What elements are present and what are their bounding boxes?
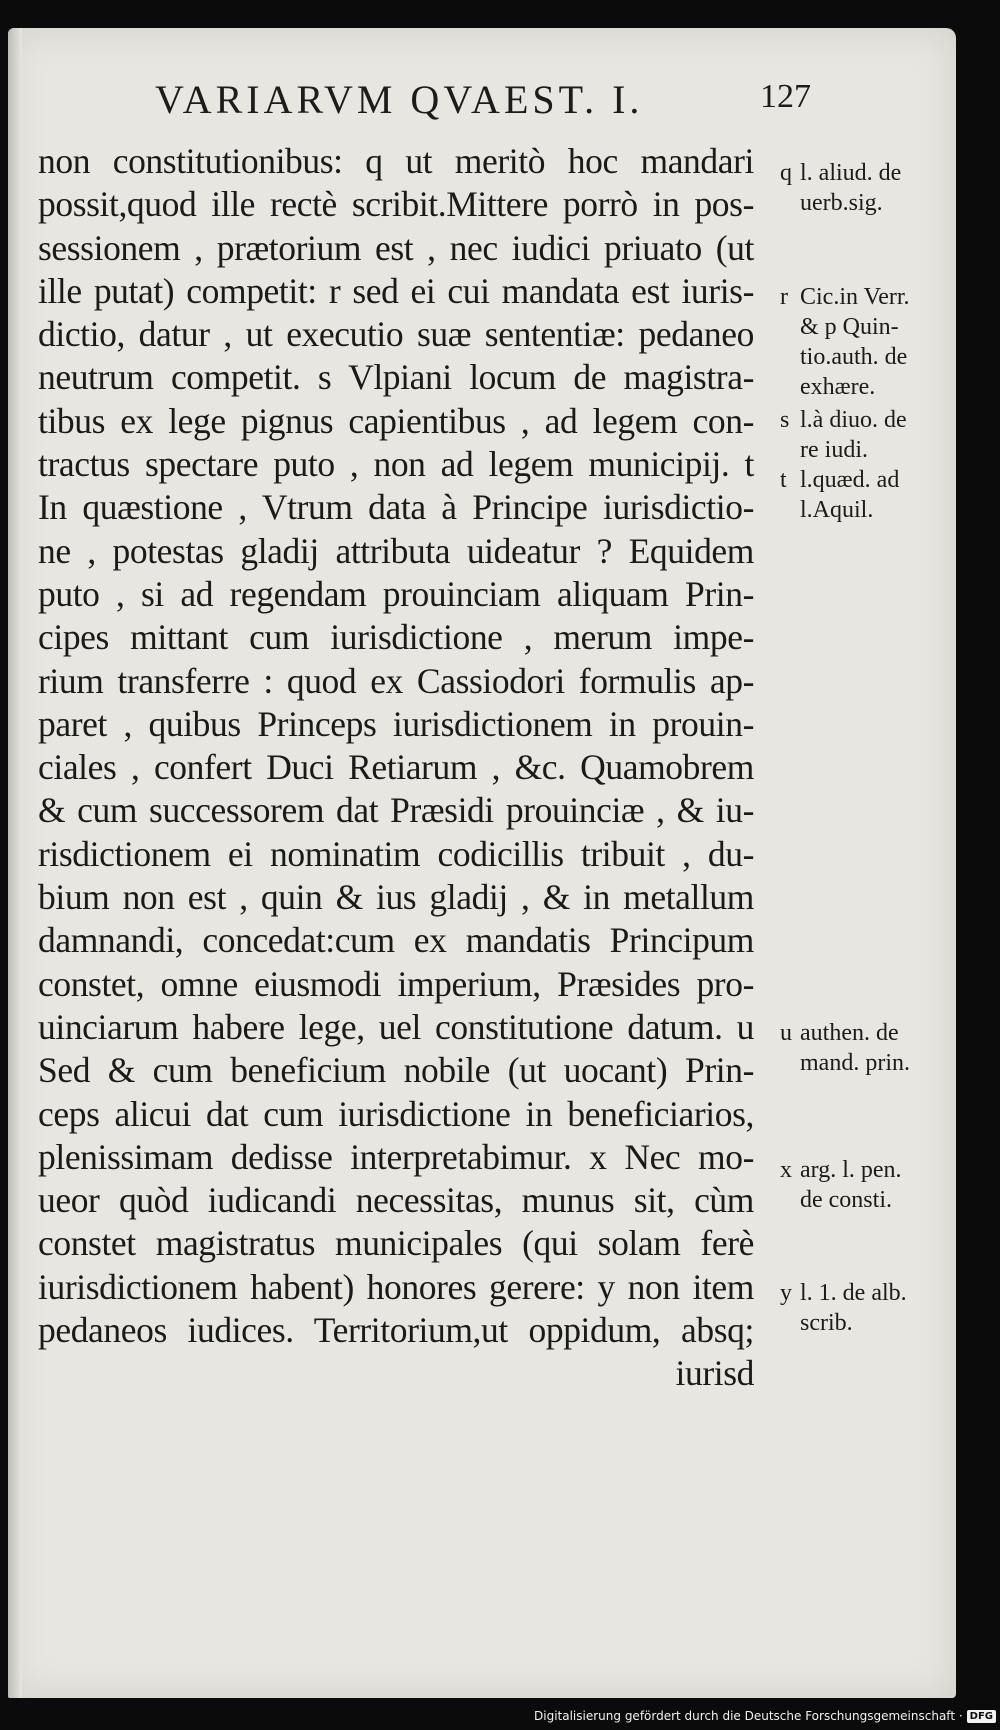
footer-bar xyxy=(0,1702,1000,1730)
marginal-note-text: l. 1. de alb. xyxy=(800,1280,907,1306)
text-line: sessionem , prætorium est , nec iudici priuato (ut xyxy=(38,227,754,268)
marginal-note-key: r xyxy=(780,284,788,310)
dfg-logo: DFG xyxy=(967,1710,996,1723)
marginal-note-text: authen. de xyxy=(800,1020,899,1046)
text-line: ille putat) competit: r sed ei cui mandata est iuris- xyxy=(38,270,754,311)
text-line: & cum successorem dat Præsidi prouinciæ , & iu- xyxy=(38,790,754,831)
marginal-note-text: re iudi. xyxy=(800,437,868,463)
marginal-note-text: l. aliud. de xyxy=(800,160,902,186)
text-line: dictio, datur , ut executio suæ sententiæ: pedaneo xyxy=(38,314,754,355)
page-edge xyxy=(8,28,22,1698)
text-line: ciales , confert Duci Retiarum , &c. Quamobrem xyxy=(38,747,754,788)
text-line: cipes mittant cum iurisdictione , merum impe- xyxy=(38,617,754,658)
text-line: constet magistratus municipales (qui solam ferè xyxy=(38,1223,754,1264)
text-line: uinciarum habere lege, uel constitutione datum. u xyxy=(38,1006,754,1047)
text-line: Sed & cum beneficium nobile (ut uocant) Prin- xyxy=(38,1050,754,1091)
text-line: paret , quibus Princeps iurisdictionem in prouin- xyxy=(38,703,754,744)
text-line: ne , potestas gladij attributa uideatur ? Equidem xyxy=(38,530,754,571)
text-line: ceps alicui dat cum iurisdictione in beneficiarios, xyxy=(38,1093,754,1134)
marginal-note-text: l.Aquil. xyxy=(800,497,874,523)
text-line: damnandi, concedat:cum ex mandatis Principum xyxy=(38,920,754,961)
marginal-note-text: uerb.sig. xyxy=(800,190,883,216)
marginal-note-text: l.quæd. ad xyxy=(800,467,900,493)
page-header xyxy=(150,76,830,126)
text-line: neutrum competit. s Vlpiani locum de magistra- xyxy=(38,357,754,398)
footer-credit: Digitalisierung gefördert durch die Deutsche Forschungsgemeinschaft · xyxy=(534,1709,963,1723)
marginal-note-text: & p Quin- xyxy=(800,314,899,340)
main-text-block xyxy=(38,140,754,1396)
text-line: iurisd xyxy=(675,1353,754,1394)
marginal-note-text: mand. prin. xyxy=(800,1050,910,1076)
text-line: non constitutionibus: q ut meritò hoc mandari xyxy=(38,141,754,181)
marginal-note-key: x xyxy=(780,1157,792,1183)
running-title: VARIARVM QVAEST. I. xyxy=(155,77,644,122)
marginal-note-key: y xyxy=(780,1280,792,1306)
marginal-note-text: Cic.in Verr. xyxy=(800,284,910,310)
marginal-note-text: arg. l. pen. xyxy=(800,1157,902,1183)
marginal-note-text: tio.auth. de xyxy=(800,344,908,370)
text-line: plenissimam dedisse interpretabimur. x Nec mo- xyxy=(38,1136,754,1177)
text-line: iurisdictionem habent) honores gerere: y non item xyxy=(38,1266,754,1307)
text-line: puto , si ad regendam prouinciam aliquam Prin- xyxy=(38,573,754,614)
text-line: risdictionem ei nominatim codicillis tribuit , du- xyxy=(38,833,754,874)
marginal-note-key: u xyxy=(780,1020,792,1046)
marginal-note-key: t xyxy=(780,467,787,493)
text-line: pedaneos iudices. Territorium,ut oppidum, absq; xyxy=(38,1310,754,1351)
marginal-note-key: s xyxy=(780,407,790,433)
marginal-note-text: scrib. xyxy=(800,1310,853,1336)
text-line: constet, omne eiusmodi imperium, Præsides pro- xyxy=(38,963,754,1004)
marginal-note-text: exhære. xyxy=(800,374,876,400)
text-line: tractus spectare puto , non ad legem municipij. t xyxy=(38,444,754,485)
text-line: rium transferre : quod ex Cassiodori formulis ap- xyxy=(38,660,754,701)
text-line: bium non est , quin & ius gladij , & in metallum xyxy=(38,877,754,918)
text-line: possit,quod ille rectè scribit.Mittere porrò in pos- xyxy=(38,184,754,225)
marginal-note-key: q xyxy=(780,160,792,186)
text-line: tibus ex lege pignus capientibus , ad legem con- xyxy=(38,400,754,441)
marginal-note-text: l.à diuo. de xyxy=(800,407,907,433)
text-line: ueor quòd iudicandi necessitas, munus sit, cùm xyxy=(38,1180,754,1221)
text-line: In quæstione , Vtrum data à Principe iurisdictio- xyxy=(38,487,754,528)
marginal-note-text: de consti. xyxy=(800,1187,892,1213)
page-number: 127 xyxy=(760,78,811,115)
